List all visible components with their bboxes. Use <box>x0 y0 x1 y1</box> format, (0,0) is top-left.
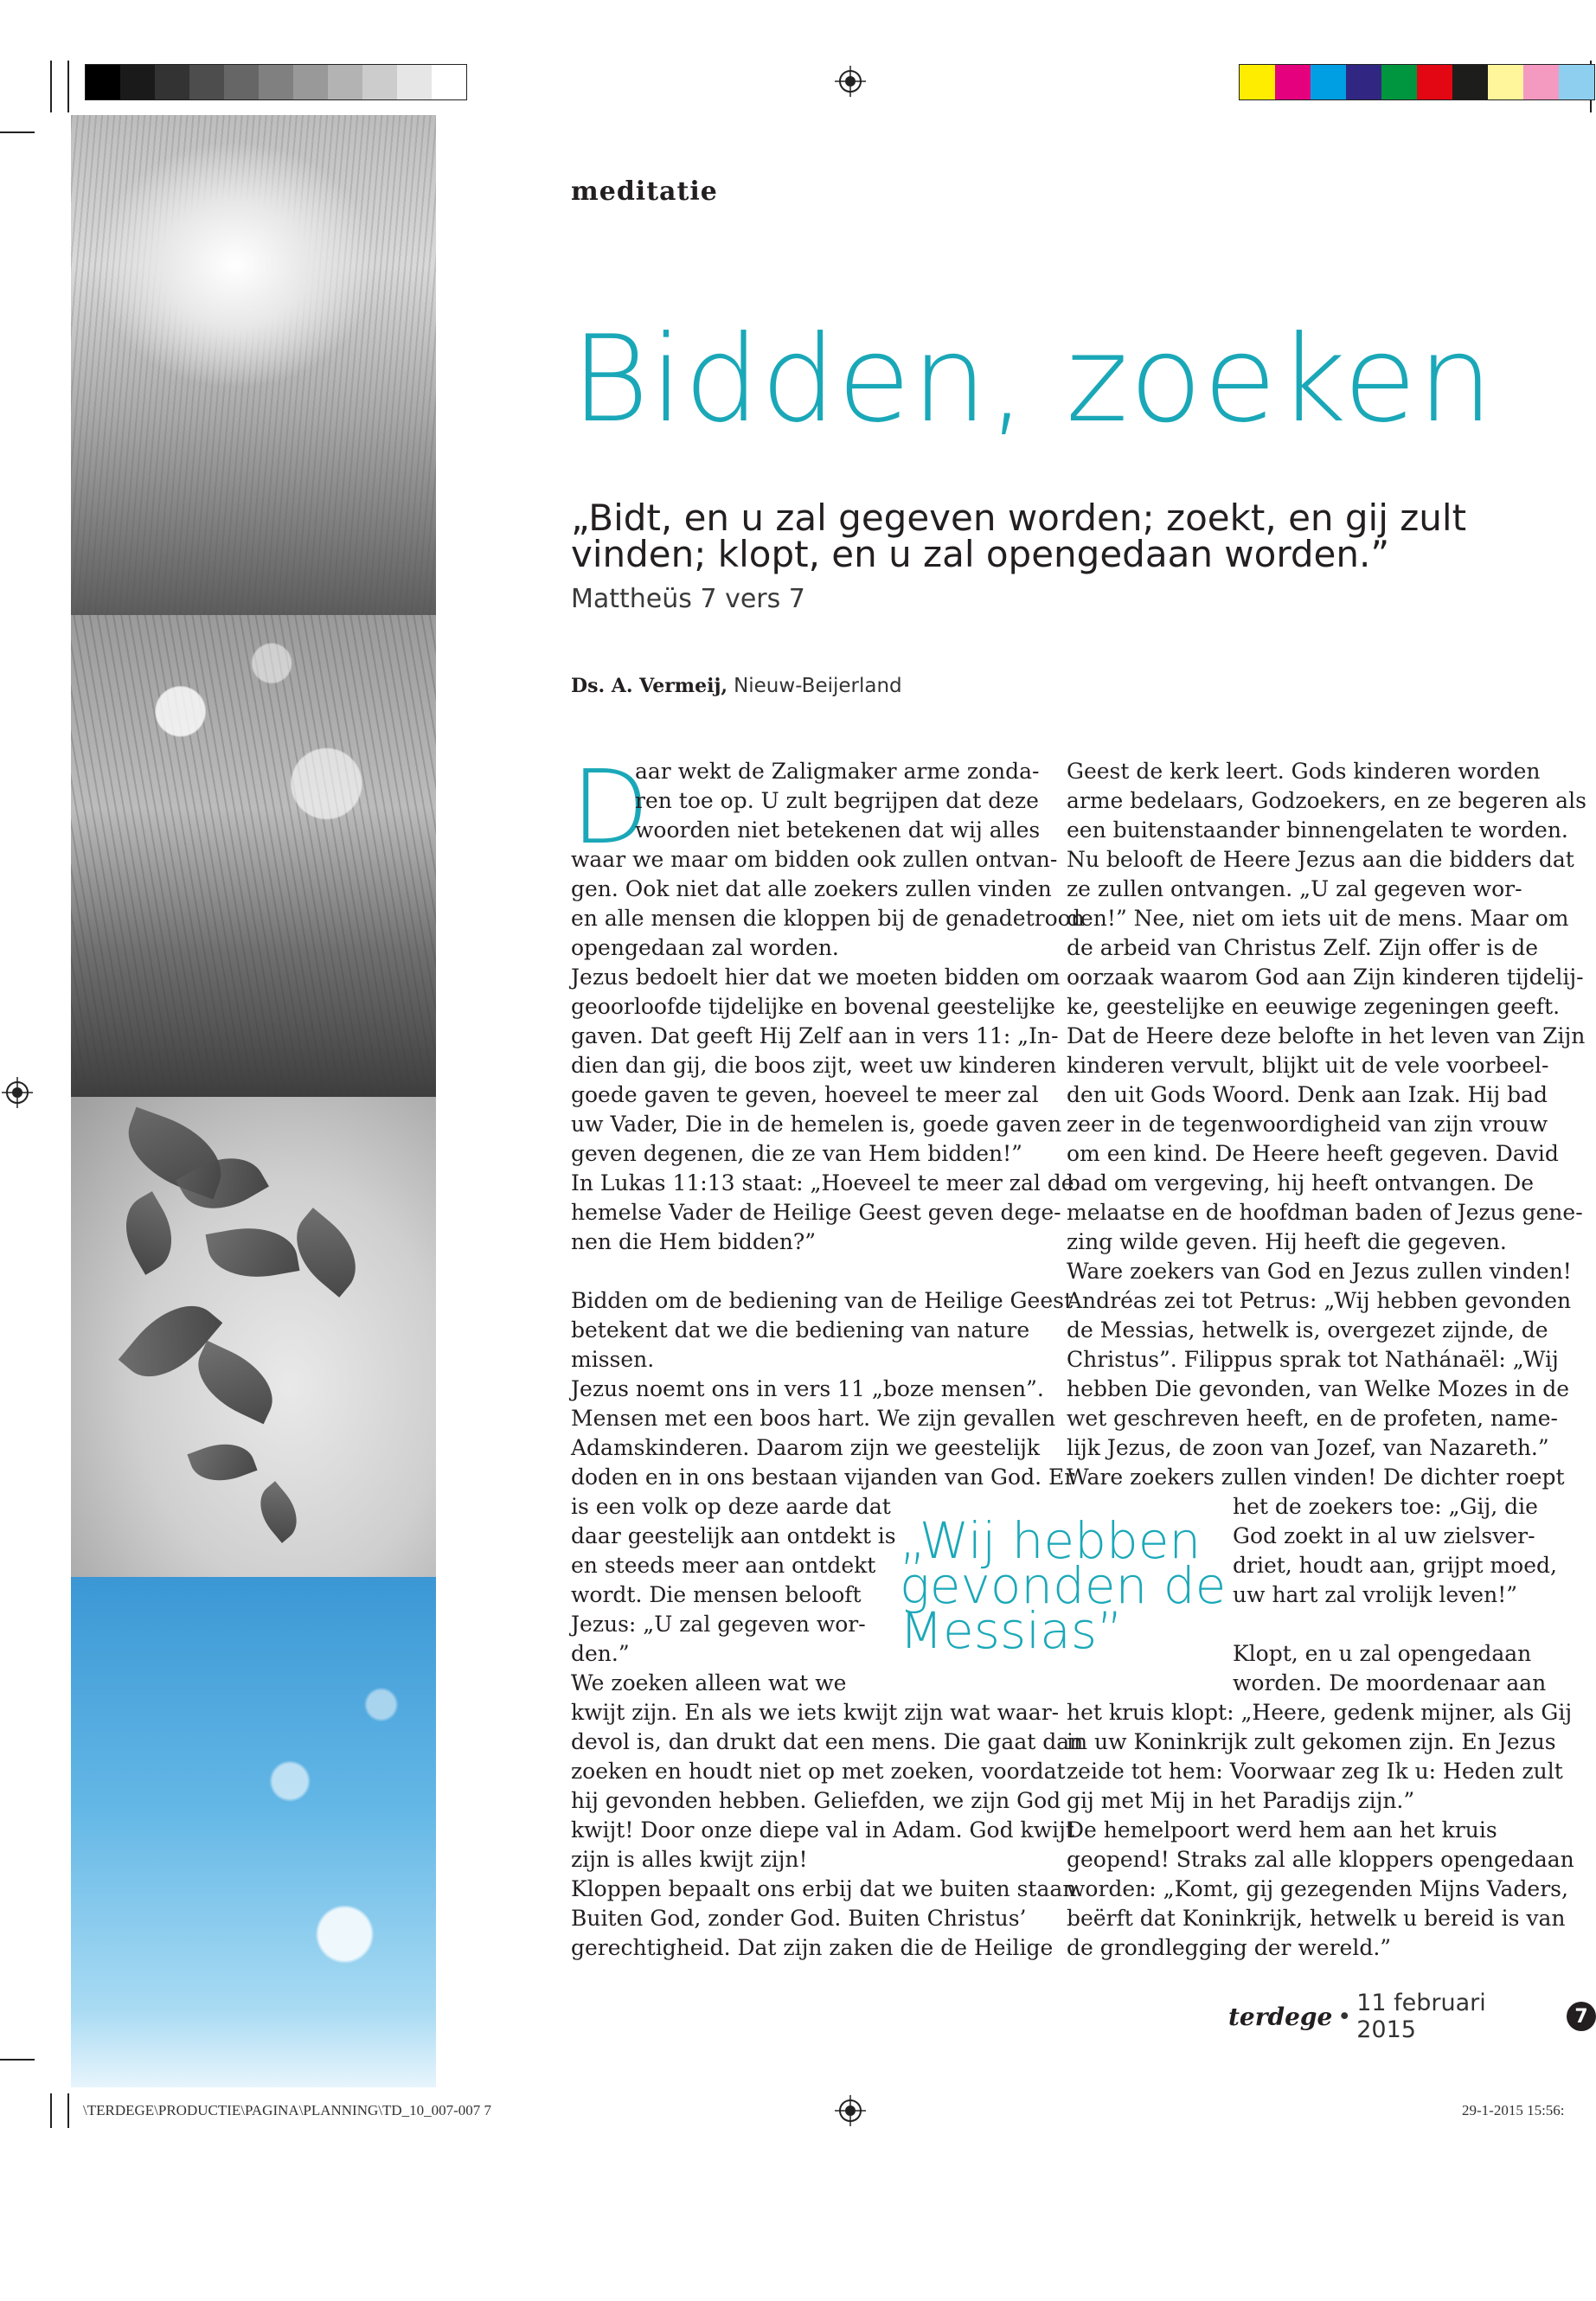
body-line: God zoekt in al uw zielsver- <box>1233 1523 1535 1548</box>
body-line: gerechtigheid. Dat zijn zaken die de Heilige <box>571 1935 1054 1960</box>
body-line: Klopt, en u zal opengedaan <box>1233 1641 1532 1666</box>
section-label: meditatie <box>571 176 718 207</box>
body-line: daar geestelijk aan ontdekt is <box>571 1523 896 1548</box>
color-swatch <box>224 65 259 99</box>
body-line: worden: „Komt, gij gezegenden Mijns Vaders, <box>1067 1876 1568 1901</box>
body-line: kwijt! Door onze diepe val in Adam. God kwijt <box>571 1817 1074 1843</box>
body-line: gen. Ook niet dat alle zoekers zullen vinden <box>571 876 1052 901</box>
body-line: den.” <box>571 1641 630 1666</box>
body-line: Geest de kerk leert. Gods kinderen worden <box>1067 759 1541 784</box>
crop-mark <box>0 131 35 133</box>
body-line: woorden niet betekenen dat wij alles <box>635 817 1041 843</box>
body-line: Nu belooft de Heere Jezus aan die bidders dat <box>1067 847 1574 872</box>
body-line: een buitenstaander binnengelaten te worden. <box>1067 817 1568 843</box>
body-line: Mensen met een boos hart. We zijn gevallen <box>571 1406 1056 1431</box>
body-line: ze zullen ontvangen. „U zal gegeven wor- <box>1067 876 1522 901</box>
body-line: Adamskinderen. Daarom zijn we geestelijk <box>571 1435 1041 1460</box>
color-swatch <box>328 65 362 99</box>
crop-mark <box>67 61 69 112</box>
print-slug-timestamp: 29-1-2015 15:56: <box>1462 2102 1565 2118</box>
page-number: 7 <box>1567 2002 1596 2031</box>
body-line: om een kind. De Heere heeft gegeven. David <box>1067 1141 1559 1166</box>
body-line: oorzaak waarom God aan Zijn kinderen tijdelij- <box>1067 965 1584 990</box>
body-line: opengedaan zal worden. <box>571 935 839 960</box>
body-line: beërft dat Koninkrijk, hetwelk u bereid is van <box>1067 1906 1566 1931</box>
body-line: geoorloofde tijdelijke en bovenal geestelijke <box>571 994 1055 1019</box>
body-line: en alle mensen die kloppen bij de genadetroon <box>571 906 1085 931</box>
body-column-1 <box>571 747 1085 1963</box>
print-slug-path: \TERDEGE\PRODUCTIE\PAGINA\PLANNING\TD_10_007-007 7 <box>83 2102 492 2118</box>
color-swatch <box>1381 65 1417 99</box>
color-swatch <box>155 65 189 99</box>
registration-mark-icon <box>835 2095 866 2126</box>
body-line: de Messias, hetwelk is, overgezet zijnde, de <box>1067 1317 1548 1343</box>
body-line: De hemelpoort werd hem aan het kruis <box>1067 1817 1497 1843</box>
body-line: waar we maar om bidden ook zullen ontvan- <box>571 847 1058 872</box>
pull-quote <box>900 1511 1227 1660</box>
body-line: hij gevonden hebben. Geliefden, we zijn God <box>571 1788 1061 1813</box>
gray-ramp-bar <box>85 64 467 100</box>
pull-quote-line: Messias” <box>900 1601 1124 1660</box>
body-line: nen die Hem bidden?” <box>571 1229 817 1254</box>
lead-reference: Mattheüs 7 vers 7 <box>571 584 805 614</box>
body-line: hebben Die gevonden, van Welke Mozes in de <box>1067 1376 1570 1401</box>
body-line: zing wilde geven. Hij heeft die gegeven. <box>1067 1229 1507 1254</box>
body-line: In Lukas 11:13 staat: „Hoeveel te meer zal de <box>571 1170 1074 1195</box>
body-line: uw Vader, Die in de hemelen is, goede gaven <box>571 1112 1062 1137</box>
color-swatch <box>1275 65 1311 99</box>
color-swatch <box>189 65 224 99</box>
author-name: Ds. A. Vermeij, <box>571 675 728 697</box>
color-swatch <box>432 65 466 99</box>
photo-frosted-tree <box>71 1577 436 2087</box>
body-line: doden en in ons bestaan vijanden van God. Er <box>571 1465 1075 1490</box>
body-line: zeer in de tegenwoordigheid van zijn vrouw <box>1067 1112 1548 1137</box>
registration-mark-icon <box>2 1077 33 1108</box>
body-line: Buiten God, zonder God. Buiten Christus’ <box>571 1906 1027 1931</box>
body-line: aar wekt de Zaligmaker arme zonda- <box>635 759 1040 784</box>
color-swatch <box>1417 65 1452 99</box>
photo-wheat-bokeh <box>71 615 436 1097</box>
body-line: is een volk op deze aarde dat <box>571 1494 891 1519</box>
body-line: worden. De moordenaar aan <box>1233 1670 1547 1695</box>
body-line: arme bedelaars, Godzoekers, en ze begeren als <box>1067 788 1586 813</box>
color-swatch <box>1523 65 1559 99</box>
color-swatch <box>1346 65 1381 99</box>
body-line: zoeken en houdt niet op met zoeken, voordat <box>571 1759 1066 1784</box>
body-line <box>571 1257 1085 1286</box>
color-swatch <box>259 65 293 99</box>
body-line: Jezus: „U zal gegeven wor- <box>571 1612 866 1637</box>
color-swatch <box>362 65 397 99</box>
drop-cap: D <box>571 747 650 867</box>
crop-mark <box>50 61 52 112</box>
body-line: zeide tot hem: Voorwaar zeg Ik u: Heden zult <box>1067 1759 1563 1784</box>
body-line: en steeds meer aan ontdekt <box>571 1553 876 1578</box>
body-line: Ware zoekers zullen vinden! De dichter roept <box>1067 1465 1565 1490</box>
crop-mark <box>0 2059 35 2061</box>
color-swatch <box>120 65 155 99</box>
lead-quote: „Bidt, en u zal gegeven worden; zoekt, en gij zult vinden; klopt, en u zal opengedaan worden.” <box>571 497 1467 575</box>
crop-mark <box>67 2093 69 2128</box>
body-line: geopend! Straks zal alle kloppers opengedaan <box>1067 1847 1574 1872</box>
pull-quote-line: „Wij hebben <box>900 1511 1202 1570</box>
body-line: in uw Koninkrijk zult gekomen zijn. En Jezus <box>1067 1729 1556 1754</box>
process-color-bar <box>1239 64 1595 100</box>
body-line: kwijt zijn. En als we iets kwijt zijn wat waar- <box>571 1700 1060 1725</box>
body-line: lijk Jezus, de zoon van Jozef, van Nazareth.” <box>1067 1435 1549 1460</box>
body-line: de arbeid van Christus Zelf. Zijn offer is de <box>1067 935 1539 960</box>
color-swatch <box>1311 65 1346 99</box>
photo-falling-leaves <box>71 1097 436 1577</box>
color-swatch <box>293 65 328 99</box>
author-place: Nieuw-Beijerland <box>734 675 902 697</box>
page-footer <box>1228 1990 1596 2043</box>
body-line: driet, houdt aan, grijpt moed, <box>1233 1553 1557 1578</box>
body-line: We zoeken alleen wat we <box>571 1670 847 1695</box>
body-line: gaven. Dat geeft Hij Zelf aan in vers 11: „In- <box>571 1023 1059 1048</box>
color-swatch <box>1488 65 1523 99</box>
color-swatch <box>397 65 432 99</box>
body-line: devol is, dan drukt dat een mens. Die gaat dan <box>571 1729 1084 1754</box>
body-line: Jezus noemt ons in vers 11 „boze mensen”. <box>571 1376 1044 1401</box>
body-line: gij met Mij in het Paradijs zijn.” <box>1067 1788 1415 1813</box>
body-column-2 <box>1067 757 1586 1963</box>
body-line: hemelse Vader de Heilige Geest geven dege- <box>571 1200 1061 1225</box>
color-swatch <box>86 65 120 99</box>
body-line: kinderen vervult, blijkt uit de vele voorbeel- <box>1067 1053 1549 1078</box>
body-line: bad om vergeving, hij heeft ontvangen. De <box>1067 1170 1535 1195</box>
body-line: betekent dat we die bediening van nature <box>571 1317 1030 1343</box>
footer-separator: • <box>1337 2003 1352 2030</box>
body-line: Dat de Heere deze belofte in het leven van Zijn <box>1067 1023 1586 1048</box>
body-line: ke, geestelijke en eeuwige zegeningen geeft. <box>1067 994 1561 1019</box>
body-line: het kruis klopt: „Heere, gedenk mijner, als Gij <box>1067 1700 1573 1725</box>
body-line: wet geschreven heeft, en de profeten, name- <box>1067 1406 1558 1431</box>
color-swatch <box>1452 65 1488 99</box>
body-line: wordt. Die mensen belooft <box>571 1582 862 1607</box>
body-line: Bidden om de bediening van de Heilige Geest <box>571 1288 1073 1313</box>
body-line: dien dan gij, die boos zijt, weet uw kinderen <box>571 1053 1057 1078</box>
body-line: den!” Nee, niet om iets uit de mens. Maar om <box>1067 906 1569 931</box>
body-line: Andréas zei tot Petrus: „Wij hebben gevonden <box>1067 1288 1572 1313</box>
body-line: uw hart zal vrolijk leven!” <box>1233 1582 1518 1607</box>
body-line: Ware zoekers van God en Jezus zullen vinden! <box>1067 1259 1572 1284</box>
magazine-brand: terdege <box>1228 2002 1333 2031</box>
crop-mark <box>50 2093 52 2128</box>
body-line: geven degenen, die ze van Hem bidden!” <box>571 1141 1022 1166</box>
issue-date: 11 februari 2015 <box>1356 1990 1486 2043</box>
body-line: de grondlegging der wereld.” <box>1067 1935 1392 1960</box>
body-line: zijn is alles kwijt zijn! <box>571 1847 808 1872</box>
body-line: Jezus bedoelt hier dat we moeten bidden om <box>571 965 1061 990</box>
body-line: het de zoekers toe: „Gij, die <box>1233 1494 1538 1519</box>
body-line: Kloppen bepaalt ons erbij dat we buiten staan. <box>571 1876 1084 1901</box>
byline <box>571 675 902 697</box>
article-title: Bidden, zoeken <box>571 310 1495 449</box>
body-line: ren toe op. U zult begrijpen dat deze <box>635 788 1039 813</box>
color-swatch <box>1559 65 1594 99</box>
body-line: melaatse en de hoofdman baden of Jezus gene- <box>1067 1200 1583 1225</box>
pull-quote-line: gevonden de <box>900 1556 1227 1615</box>
body-line: Christus”. Filippus sprak tot Nathánaël: „Wij <box>1067 1347 1559 1372</box>
body-line: den uit Gods Woord. Denk aan Izak. Hij bad <box>1067 1082 1548 1107</box>
registration-mark-icon <box>835 66 866 97</box>
body-line: missen. <box>571 1347 655 1372</box>
body-line: goede gaven te geven, hoeveel te meer zal <box>571 1082 1039 1107</box>
photo-grass-sunlight <box>71 115 436 615</box>
color-swatch <box>1240 65 1275 99</box>
